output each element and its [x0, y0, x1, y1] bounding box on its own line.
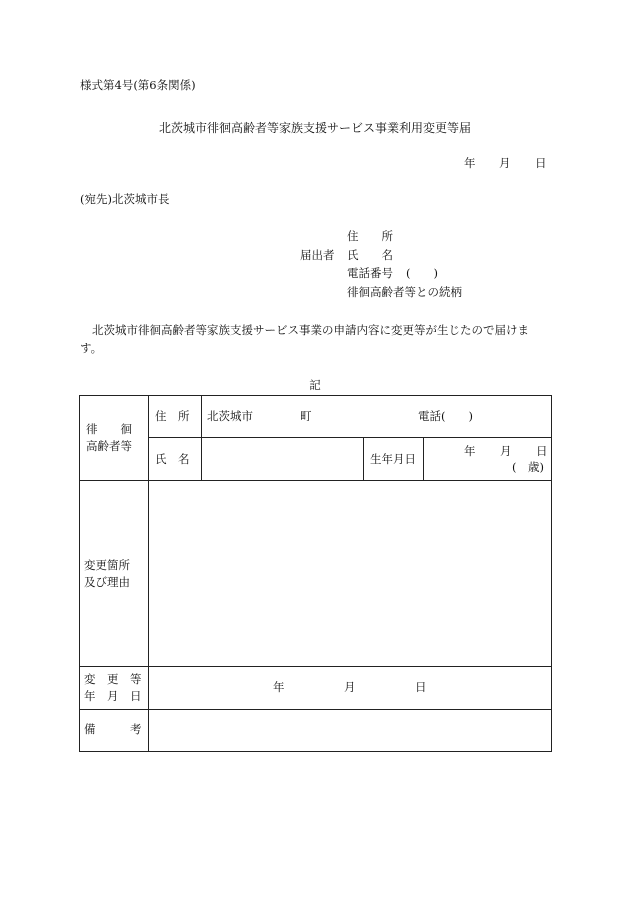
table-line-change-bottom: [79, 666, 552, 667]
elder-birth-day: 日: [536, 444, 548, 458]
table-border-top: [79, 395, 552, 396]
remarks-label: 備 考: [84, 722, 142, 736]
table-label-column-divider: [148, 395, 149, 752]
change-date-month: 月: [344, 680, 356, 694]
applicant-address-label: 住 所: [347, 229, 393, 243]
form-number: 様式第4号(第6条関係): [80, 78, 196, 92]
change-date-year: 年: [273, 680, 285, 694]
elder-address-city: 北茨城市: [207, 409, 253, 423]
body-text-line-1: 北茨城市徘徊高齢者等家族支援サービス事業の申請内容に変更等が生じたので届けま: [92, 323, 529, 337]
elder-birth-year: 年: [464, 444, 476, 458]
change-label-line-1: 変更箇所: [84, 558, 130, 572]
elder-name-label: 氏 名: [155, 452, 190, 466]
applicant-label: 届出者: [300, 248, 335, 262]
table-border-right: [551, 395, 552, 752]
table-birth-label-right: [423, 437, 424, 481]
table-border-left: [79, 395, 80, 752]
elder-label-line-1: 徘 徊: [86, 422, 132, 436]
applicant-phone-parens: ( ): [406, 266, 438, 280]
elder-label-line-2: 高齢者等: [86, 439, 132, 453]
applicant-phone-label: 電話番号: [347, 266, 393, 280]
table-birth-label-left: [363, 437, 364, 481]
ki-heading: 記: [309, 378, 321, 392]
elder-address-label: 住 所: [155, 409, 190, 423]
elder-phone-label: 電話( ): [418, 409, 473, 423]
elder-birth-label: 生年月日: [370, 452, 416, 466]
date-day: 日: [535, 156, 547, 170]
elder-address-town: 町: [300, 409, 312, 423]
applicant-relation-label: 徘徊高齢者等との続柄: [347, 285, 462, 299]
change-label-line-2: 及び理由: [84, 575, 130, 589]
table-line-elder-mid: [148, 437, 552, 438]
change-date-label-line-2: 年 月 日: [84, 689, 142, 703]
body-text-line-2: す。: [80, 341, 103, 355]
table-line-date-bottom: [79, 709, 552, 710]
date-month: 月: [499, 156, 511, 170]
table-border-bottom: [79, 751, 552, 752]
elder-birth-month: 月: [500, 444, 512, 458]
addressee: (宛先)北茨城市長: [80, 192, 170, 206]
table-line-elder-bottom: [79, 480, 552, 481]
elder-age: ( 歳): [512, 460, 544, 474]
table-sublabel-divider: [201, 395, 202, 481]
document-title: 北茨城市徘徊高齢者等家族支援サービス事業利用変更等届: [158, 121, 471, 135]
change-date-label-line-1: 変 更 等: [84, 672, 142, 686]
change-date-day: 日: [415, 680, 427, 694]
date-year: 年: [464, 156, 476, 170]
applicant-name-label: 氏 名: [347, 248, 393, 262]
